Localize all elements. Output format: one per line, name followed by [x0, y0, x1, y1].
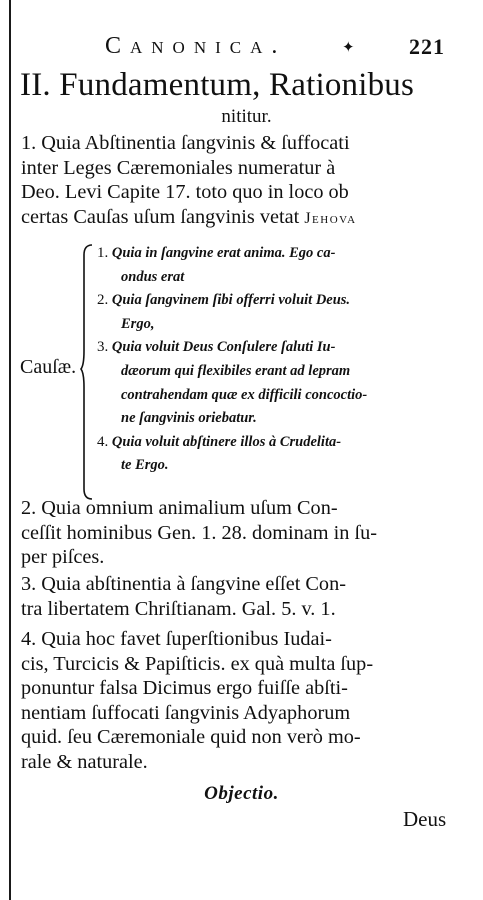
text-line: quid. ſeu Cæremoniale quid non verò mo-: [21, 726, 361, 748]
causa-item-1-line: ondus erat: [121, 268, 185, 285]
causa-item-3-line: dæorum qui flexibiles erant ad lepram: [121, 362, 351, 379]
page-header: [0, 30, 483, 70]
section-subtitle: nititur.: [221, 106, 272, 127]
causa-item-3-line: ne ſangvinis oriebatur.: [121, 410, 257, 427]
text-line: 2. Quia omnium animalium uſum Con-: [21, 497, 338, 519]
text-line: ponuntur falsa Dicimus ergo fuiſſe abſti-: [21, 677, 348, 699]
page-number: 221: [409, 34, 445, 59]
text-line: 3. Quia abſtinentia à ſangvine eſſet Con-: [21, 573, 346, 595]
text-line: cis, Turcicis & Papiſticis. ex quà multa ſup-: [21, 652, 374, 675]
text-line: per piſces.: [21, 546, 105, 568]
text-line: 1. Quia Abſtinentia ſangvinis & ſuffocati: [21, 132, 350, 154]
text-line: tra libertatem Chriſtianam. Gal. 5. v. 1.: [21, 597, 336, 620]
causa-item-4-line: 4. Quia voluit abſtinere illos à Crudelita-: [97, 433, 342, 450]
causae-list: [97, 242, 467, 478]
causa-item-3-line: 3. Quia voluit Deus Conſulere ſaluti Iu-: [97, 339, 336, 356]
text-line: nentiam ſuffocati ſangvinis Adyaphorum: [21, 701, 351, 724]
text-line: certas Cauſas uſum ſangvinis vetat Jehova: [21, 205, 357, 228]
causa-item-2-line: Ergo,: [121, 315, 155, 332]
running-title: Canonica.: [105, 33, 287, 59]
text-line: Deo. Levi Capite 17. toto quo in loco ob: [21, 181, 349, 203]
page-margin-line: [9, 0, 11, 900]
causa-item-4-line: te Ergo.: [121, 457, 169, 474]
section-title: II. Fundamentum, Rationibus: [20, 67, 415, 103]
text-line: 4. Quia hoc favet ſuperſtionibus Iudai-: [21, 628, 332, 650]
paragraph-4: [21, 627, 451, 774]
curly-brace-icon: [80, 243, 94, 501]
text-line: inter Leges Cæremoniales numeratur à: [21, 156, 336, 179]
causa-item-3-line: contrahendam quæ ex difficili concoctio-: [121, 386, 368, 403]
text-line: rale & naturale.: [21, 750, 148, 773]
catchword: Deus: [403, 807, 447, 831]
causae-label: Cauſæ.: [20, 356, 77, 378]
jehova-smallcaps: Jehova: [304, 209, 357, 227]
objectio-heading: Objectio.: [204, 783, 279, 804]
causa-item-2-line: 2. Quia ſangvinem ſibi offerri voluit Deus.: [97, 292, 351, 309]
paragraph-3: [21, 572, 451, 621]
ornament-icon: ✦: [342, 40, 355, 56]
paragraph-2: [21, 496, 451, 570]
text-line: ceſſit hominibus Gen. 1. 28. dominam in ſu-: [21, 521, 378, 544]
causa-item-1-line: 1. Quia in ſangvine erat anima. Ego ca-: [97, 245, 336, 261]
paragraph-1: [21, 131, 451, 231]
